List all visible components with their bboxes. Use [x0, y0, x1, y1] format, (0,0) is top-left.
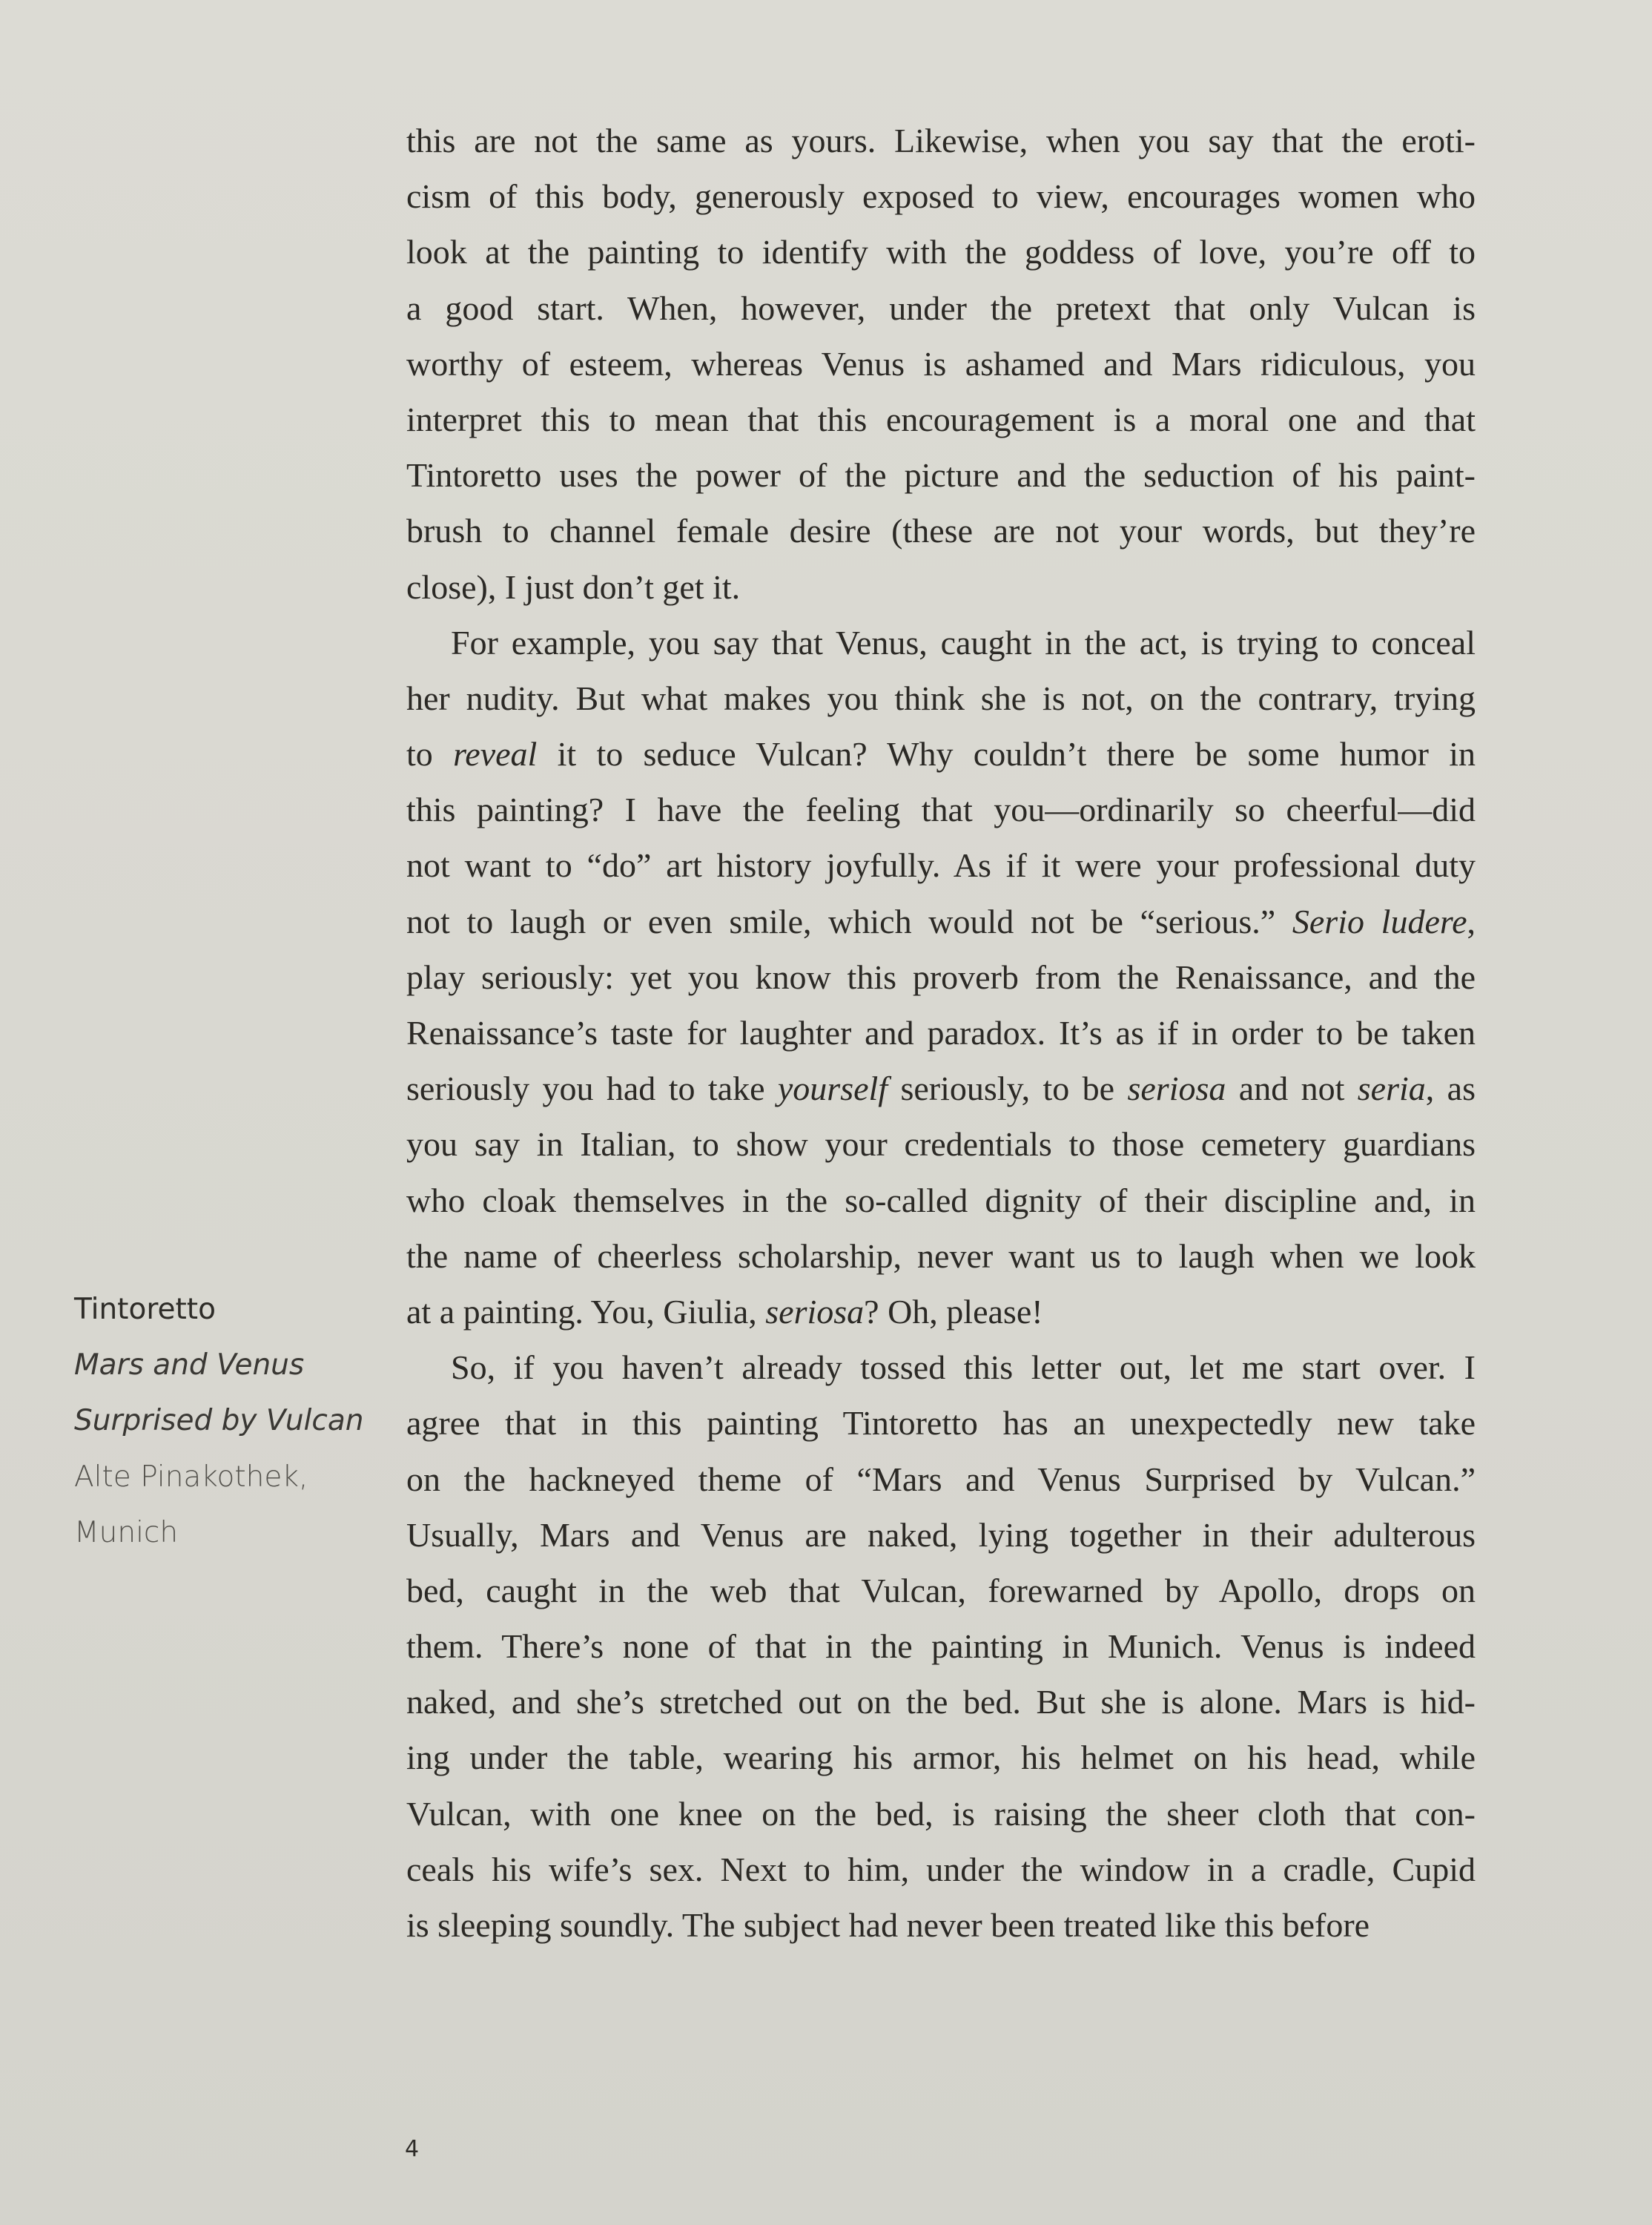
text-segment: and not	[1226, 1069, 1358, 1108]
text-line: For example, you say that Venus, caught in the act, is trying to conceal	[451, 623, 1476, 662]
body-text	[406, 113, 1476, 1953]
figure-caption	[74, 1282, 371, 1560]
text-line	[406, 894, 1476, 949]
text-line: is sleeping soundly. The subject had never been treated like this before	[406, 1906, 1370, 1944]
text-line: her nudity. But what makes you think she is not, on the contrary, trying	[406, 679, 1476, 717]
text-line: who cloak themselves in the so-called dignity of their discipline and, in	[406, 1181, 1476, 1219]
caption-location-line-1: Alte Pinakothek,	[74, 1460, 308, 1494]
page-number: 4	[405, 2136, 420, 2162]
text-line: this painting? I have the feeling that you—ordinarily so cheerful—did	[406, 791, 1476, 829]
text-line: So, if you haven’t already tossed this letter out, let me start over. I	[451, 1348, 1476, 1387]
text-segment: to	[406, 735, 454, 774]
text-line: Vulcan, with one knee on the bed, is raising the sheer cloth that con-	[406, 1794, 1476, 1833]
text-line: a good start. When, however, under the pretext that only Vulcan is	[406, 289, 1476, 327]
text-line: close), I just don’t get it.	[406, 567, 741, 606]
text-segment: ,	[1467, 902, 1476, 940]
caption-location-line-2: Munich	[74, 1515, 179, 1549]
text-line	[406, 1061, 1476, 1116]
text-line: ing under the table, wearing his armor, his helmet on his head, while	[406, 1738, 1476, 1777]
text-line: brush to channel female desire (these are not your words, but they’re	[406, 512, 1476, 550]
text-segment: at a painting. You, Giulia,	[406, 1292, 766, 1331]
text-line: them. There’s none of that in the painting in Munich. Venus is indeed	[406, 1627, 1476, 1666]
text-line: this are not the same as yours. Likewise, when you say that the eroti-	[406, 122, 1476, 159]
text-line: not want to “do” art history joyfully. As if it were your professional duty	[406, 846, 1476, 885]
italic-term: seria	[1357, 1069, 1426, 1108]
text-line: on the hackneyed theme of “Mars and Venus Surprised by Vulcan.”	[406, 1460, 1476, 1498]
text-line	[406, 726, 1476, 782]
italic-term: Serio ludere	[1292, 902, 1467, 940]
italic-term: seriosa	[765, 1292, 865, 1331]
text-line: worthy of esteem, whereas Venus is ashamed and Mars ridiculous, you	[406, 344, 1476, 383]
caption-title-line-2: Surprised by Vulcan	[74, 1404, 364, 1438]
text-line: ceals his wife’s sex. Next to him, under the window in a cradle, Cupid	[406, 1850, 1476, 1888]
text-segment: seriously, to be	[888, 1069, 1128, 1108]
text-line: you say in Italian, to show your credentials to those cemetery guardians	[406, 1125, 1476, 1164]
italic-term: yourself	[777, 1069, 888, 1108]
caption-artist: Tintoretto	[74, 1293, 216, 1326]
text-line: naked, and she’s stretched out on the bed. But she is alone. Mars is hid-	[406, 1683, 1476, 1721]
text-segment: , as	[1425, 1069, 1476, 1108]
italic-term: reveal	[453, 735, 538, 774]
text-segment: it to seduce Vulcan? Why couldn’t there be some humor in	[537, 735, 1476, 774]
text-line: cism of this body, generously exposed to view, encourages women who	[406, 177, 1476, 216]
text-line: agree that in this painting Tintoretto has an unexpectedly new take	[406, 1404, 1476, 1443]
text-line: play seriously: yet you know this proverb from the Renaissance, and the	[406, 957, 1476, 996]
text-line: interpret this to mean that this encouragement is a moral one and that	[406, 400, 1476, 438]
text-line: Tintoretto uses the power of the picture and the seduction of his paint-	[406, 456, 1476, 495]
text-segment: not to laugh or even smile, which would not be “serious.”	[406, 902, 1292, 940]
italic-term: seriosa	[1127, 1069, 1226, 1108]
text-line: Usually, Mars and Venus are naked, lying together in their adulterous	[406, 1515, 1476, 1554]
text-line	[406, 1284, 1476, 1339]
caption-title-line-1: Mars and Venus	[74, 1348, 305, 1382]
text-segment: ? Oh, please!	[864, 1292, 1043, 1331]
text-line: look at the painting to identify with the goddess of love, you’re off to	[406, 233, 1476, 271]
text-line: Renaissance’s taste for laughter and paradox. It’s as if in order to be taken	[406, 1014, 1476, 1052]
text-segment: seriously you had to take	[406, 1069, 778, 1108]
text-line: bed, caught in the web that Vulcan, forewarned by Apollo, drops on	[406, 1571, 1476, 1609]
text-line: the name of cheerless scholarship, never want us to laugh when we look	[406, 1236, 1476, 1275]
